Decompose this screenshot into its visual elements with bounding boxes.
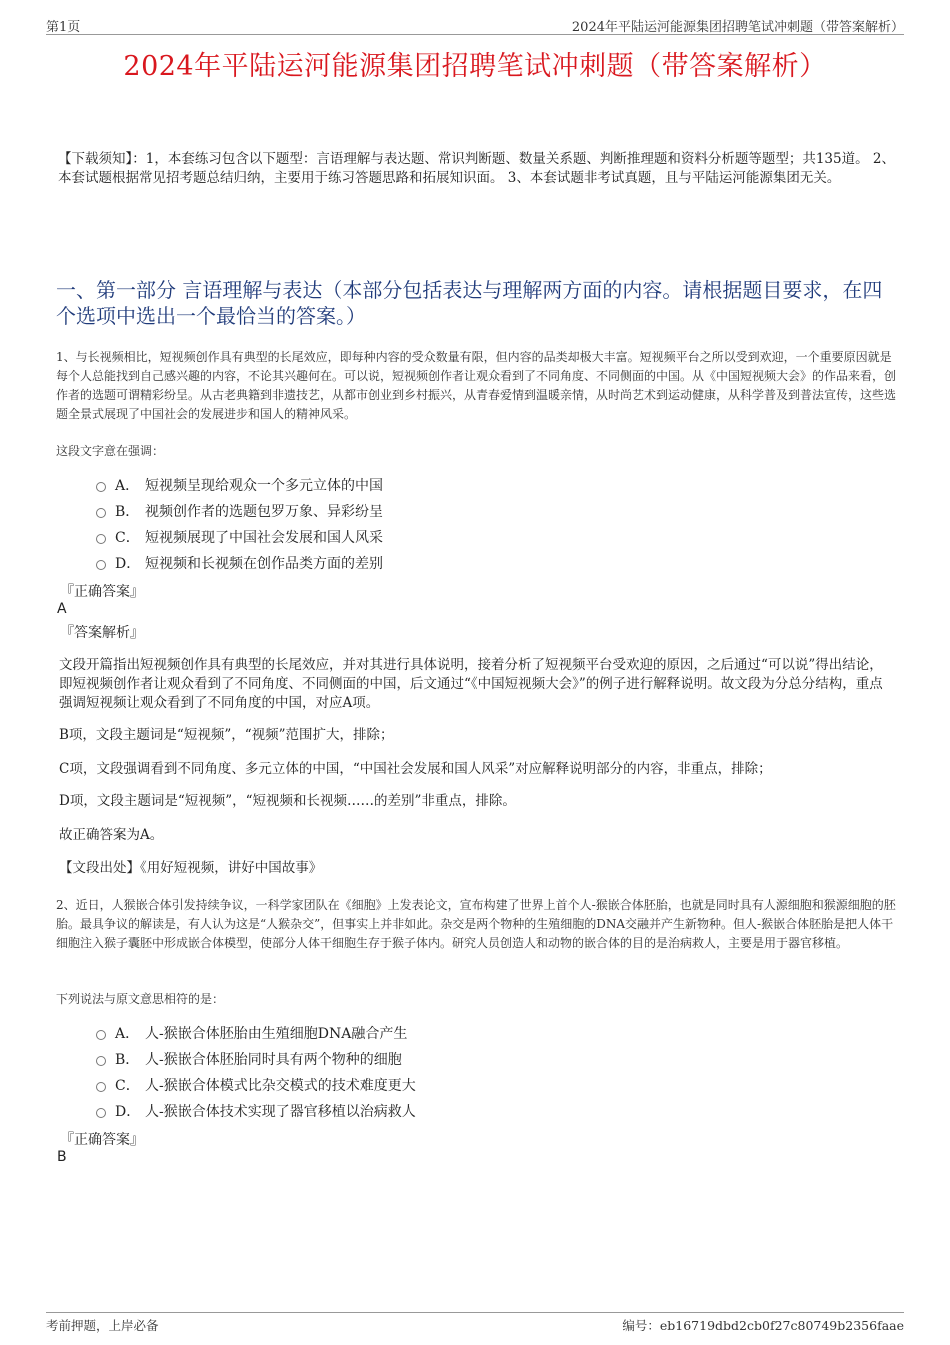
option-text: 人-猴嵌合体模式比杂交模式的技术难度更大: [145, 1078, 416, 1094]
question-1-analysis-para: B项，文段主题词是“短视频”，“视频”范围扩大，排除；: [59, 727, 394, 743]
question-1-option-c[interactable]: [96, 525, 896, 551]
option-text: 人-猴嵌合体胚胎由生殖细胞DNA融合产生: [145, 1026, 408, 1042]
question-2-option-b[interactable]: [96, 1047, 896, 1073]
question-1-answer-label: 『正确答案』: [60, 584, 144, 600]
footer-serial: 编号：eb16719dbd2cb0f27c80749b2356faae: [622, 1318, 904, 1333]
option-text: 人-猴嵌合体技术实现了器官移植以治病救人: [145, 1104, 416, 1120]
option-letter: D．: [115, 1104, 141, 1120]
option-text: 人-猴嵌合体胚胎同时具有两个物种的细胞: [145, 1052, 402, 1068]
document-title: 2024年平陆运河能源集团招聘笔试冲刺题（带答案解析）: [123, 51, 827, 82]
question-2-option-c[interactable]: [96, 1073, 896, 1099]
radio-icon[interactable]: [96, 534, 106, 544]
download-notice: 【下载须知】：1，本套练习包含以下题型：言语理解与表达题、常识判断题、数量关系题、判断推理题和资料分析题等题型；共135道。 2、本套试题根据常见招考题总结归纳，主要用于练习答题思路和拓展知识面。 3、本套试题非考试真题，且与平陆运河能源集团无关。: [58, 151, 895, 186]
option-letter: D．: [115, 556, 141, 572]
option-text: 短视频和长视频在创作品类方面的差别: [145, 556, 383, 572]
option-text: 短视频呈现给观众一个多元立体的中国: [145, 478, 383, 494]
radio-icon[interactable]: [96, 1030, 106, 1040]
question-1-option-a[interactable]: [96, 473, 896, 499]
question-1-options: [96, 473, 896, 577]
question-1-lead: 这段文字意在强调：: [56, 444, 165, 458]
question-2-answer: B: [57, 1149, 67, 1165]
question-1-option-b[interactable]: [96, 499, 896, 525]
option-text: 视频创作者的选题包罗万象、异彩纷呈: [145, 504, 383, 520]
section-heading: 一、第一部分 言语理解与表达（本部分包括表达与理解两方面的内容。请根据题目要求，在四个选项中选出一个最恰当的答案。）: [56, 278, 883, 328]
question-1-analysis-para: D项，文段主题词是“短视频”，“短视频和长视频……的差别”非重点，排除。: [59, 793, 516, 809]
option-letter: B．: [115, 1052, 140, 1068]
radio-icon[interactable]: [96, 1056, 106, 1066]
option-letter: A．: [115, 478, 140, 494]
page-footer: [46, 1312, 904, 1333]
footer-slogan: 考前押题，上岸必备: [46, 1318, 159, 1333]
question-1-analysis-label: 『答案解析』: [60, 625, 144, 641]
question-1-analysis-para: 故正确答案为A。: [59, 827, 164, 843]
question-1-stem: 1、与长视频相比，短视频创作具有典型的长尾效应，即每种内容的受众数量有限，但内容的品类却极大丰富。短视频平台之所以受到欢迎，一个重要原因就是每个人总能找到自己感兴趣的内容，不论其兴趣何在。可以说，短视频创作者让观众看到了不同角度、不同侧面的中国。从《中国短视频大会》的作品来看，创作者的选题可谓精彩纷呈。从古老典籍到非遗技艺，从都市创业到乡村振兴，从青春爱情到温暖亲情，从时尚艺术到运动健康，从科学普及到普法宣传，这些选题全景式展现了中国社会的发展进步和国人的精神风采。: [56, 350, 897, 421]
radio-icon[interactable]: [96, 560, 106, 570]
question-1-analysis-para: 文段开篇指出短视频创作具有典型的长尾效应，并对其进行具体说明，接着分析了短视频平台受欢迎的原因，之后通过“可以说”得出结论，即短视频创作者让观众看到了不同角度、不同侧面的中国，后文通过“《中国短视频大会》”的例子进行解释说明。故文段为分总分结构，重点强调短视频让观众看到了不同角度的中国，对应A项。: [59, 657, 883, 711]
question-2-stem: 2、近日，人猴嵌合体引发持续争议，一科学家团队在《细胞》上发表论文，宣布构建了世界上首个人-猴嵌合体胚胎，也就是同时具有人源细胞和猴源细胞的胚胎。最具争议的解读是，有人认为这是“人猴杂交”，但事实上并非如此。杂交是两个物种的生殖细胞的DNA交融并产生新物种。但人-猴嵌合体胚胎是把人体干细胞注入猴子囊胚中形成嵌合体模型，使部分人体干细胞生存于猴子体内。研究人员创造人和动物的嵌合体的目的是治病救人，主要是用于器官移植。: [56, 898, 896, 950]
radio-icon[interactable]: [96, 1108, 106, 1118]
question-2-lead: 下列说法与原文意思相符的是：: [56, 992, 225, 1006]
radio-icon[interactable]: [96, 482, 106, 492]
option-letter: C．: [115, 1078, 140, 1094]
page-number: 第1页: [46, 20, 81, 35]
question-2-options: [96, 1021, 896, 1125]
radio-icon[interactable]: [96, 508, 106, 518]
radio-icon[interactable]: [96, 1082, 106, 1092]
page-header: [46, 14, 904, 35]
question-1-analysis-para: C项，文段强调看到不同角度、多元立体的中国，“中国社会发展和国人风采”对应解释说明部分的内容，非重点，排除；: [59, 761, 772, 777]
question-2-answer-label: 『正确答案』: [60, 1132, 144, 1148]
question-1-answer: A: [57, 601, 67, 617]
question-2-option-d[interactable]: [96, 1099, 896, 1125]
option-text: 短视频展现了中国社会发展和国人风采: [145, 530, 383, 546]
option-letter: B．: [115, 504, 140, 520]
header-doc-title: 2024年平陆运河能源集团招聘笔试冲刺题（带答案解析）: [571, 20, 904, 35]
option-letter: C．: [115, 530, 140, 546]
option-letter: A．: [115, 1026, 140, 1042]
question-1-source: 【文段出处】《用好短视频，讲好中国故事》: [59, 860, 323, 876]
question-1-option-d[interactable]: [96, 551, 896, 577]
question-2-option-a[interactable]: [96, 1021, 896, 1047]
